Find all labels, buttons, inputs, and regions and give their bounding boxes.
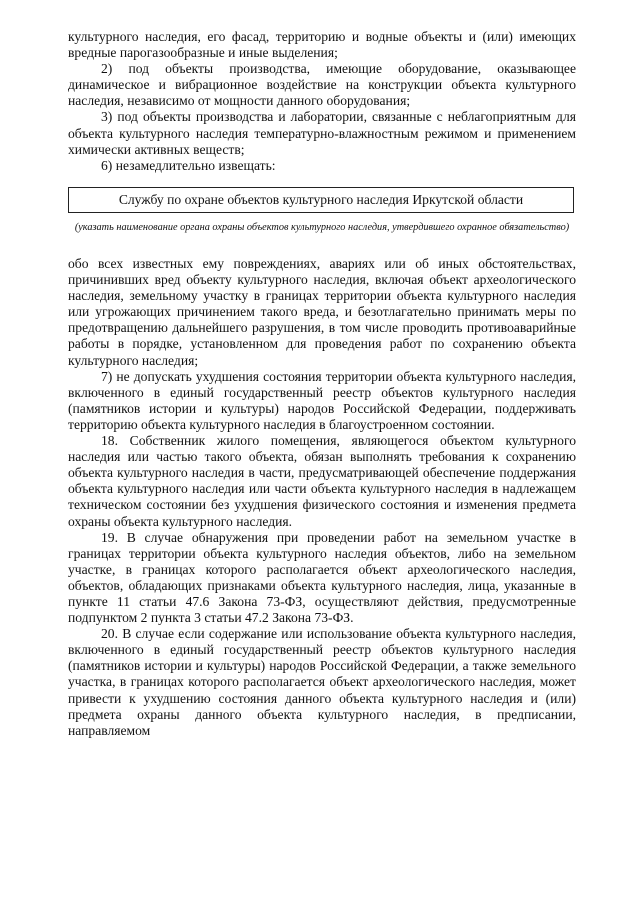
authority-caption: (указать наименование органа охраны объектов культурного наследия, утвердившего охранное обязательство): [74, 222, 570, 233]
authority-name-box: [68, 187, 574, 213]
paragraph-item-3: 3) под объекты производства и лаборатории, связанные с неблагоприятным для объекта культурного наследия температурно-влажностным режимом и применением химически активных веществ;: [68, 109, 576, 157]
paragraph-item-6: 6) незамедлительно извещать:: [101, 157, 276, 173]
paragraph-19: 19. В случае обнаружения при проведении работ на земельном участке в границах территории объекта культурного наследия объектов, либо на земельном участке, в границах которого располагается объект археологического наследия, объектов, обладающих признаками объекта культурного наследия, лица, указанные в пункте 11 статьи 47.6 Закона 73-ФЗ, осуществляют действия, предусмотренные подпунктом 2 пункта 3 статьи 47.2 Закона 73-ФЗ.: [68, 529, 576, 626]
paragraph-continuation: культурного наследия, его фасад, территорию и водные объекты и (или) имеющих вредные парогазообразные и иные выделения;: [68, 29, 576, 61]
paragraph-notify-details: обо всех известных ему повреждениях, авариях или об иных обстоятельствах, причинивших вред объекту культурного наследия, включая объект археологического наследия, земельному участку в границах территории объекта культурного наследия или угрожающих причинением такого вреда, и безотлагательно принимать меры по предотвращению дальнейшего разрушения, в том числе проводить противоаварийные работы в порядке, установленном для проведения работ по сохранению объекта культурного наследия;: [68, 256, 576, 368]
text-block-bottom: [68, 256, 576, 739]
authority-name: Службу по охране объектов культурного наследия Иркутской области: [118, 192, 524, 207]
paragraph-20: 20. В случае если содержание или использование объекта культурного наследия, включенного в единый государственный реестр объектов культурного наследия (памятников истории и культуры) народов Российской Федерации, а также земельного участка, в границах которого располагается объект археологического наследия, может привести к ухудшению состояния данного объекта культурного наследия и (или) предмета охраны данного объекта культурного наследия, в предписании, направляемом: [68, 626, 576, 738]
paragraph-item-7: 7) не допускать ухудшения состояния территории объекта культурного наследия, включенного в единый государственный реестр объектов культурного наследия (памятников истории и культуры) народов Российской Федерации, поддерживать территорию объекта культурного наследия в благоустроенном состоянии.: [68, 368, 576, 432]
text-block-top: [68, 29, 576, 174]
paragraph-item-2: 2) под объекты производства, имеющие оборудование, оказывающее динамическое и вибрационное воздействие на конструкции объекта культурного наследия, независимо от мощности данного оборудования;: [68, 61, 576, 109]
paragraph-18: 18. Собственник жилого помещения, являющегося объектом культурного наследия или частью такого объекта, обязан выполнять требования к сохранению объекта культурного наследия в части, предусматривающей обеспечение поддержания объекта культурного наследия или части объекта культурного наследия в надлежащем техническом состоянии без ухудшения физического состояния и изменения предмета охраны объекта культурного наследия.: [68, 433, 576, 529]
